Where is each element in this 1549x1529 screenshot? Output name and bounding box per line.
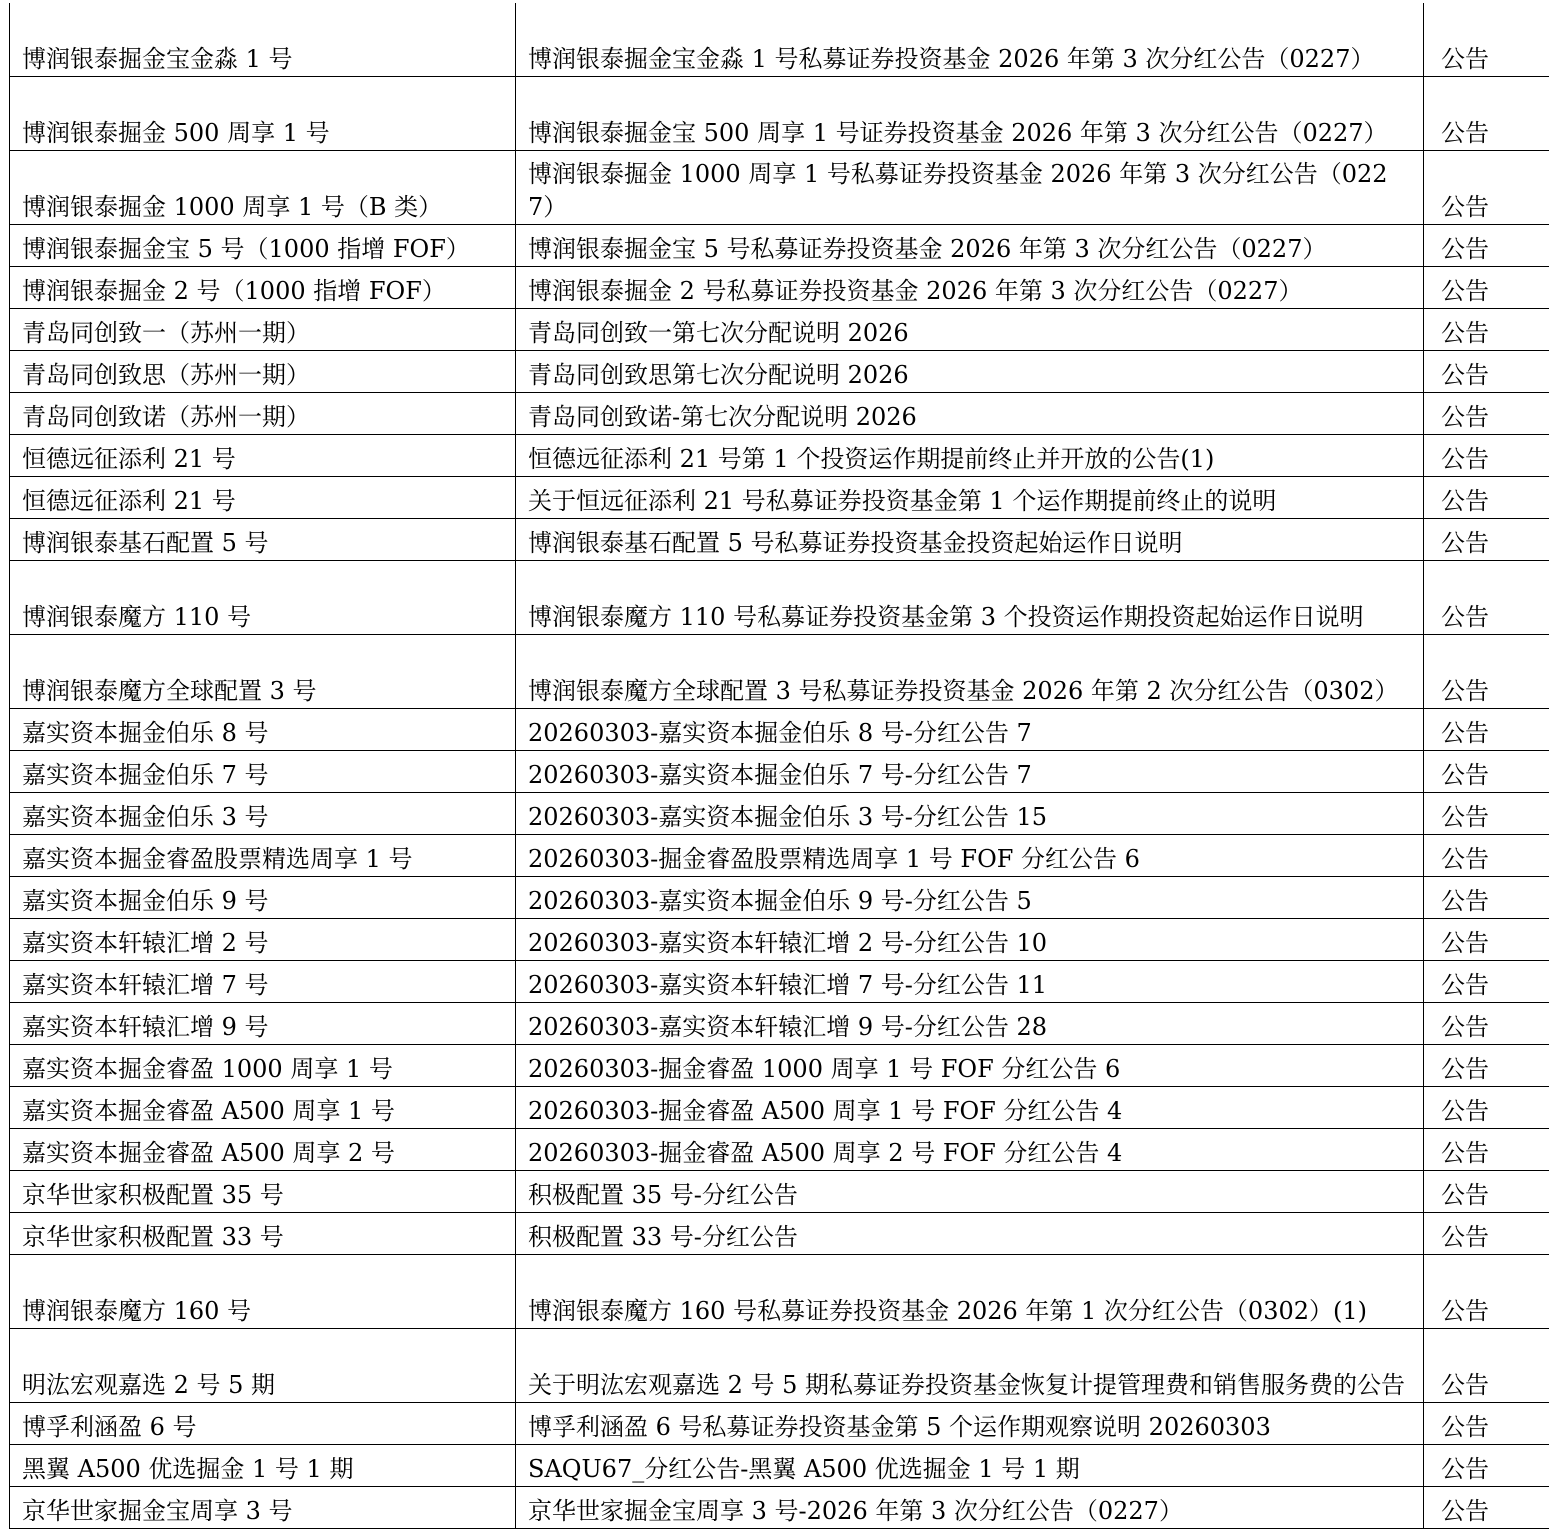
- announcement-title-cell: 20260303-嘉实资本轩辕汇增 9 号-分红公告 28: [516, 1003, 1424, 1045]
- document-type-cell: 公告: [1424, 519, 1549, 561]
- announcement-title-cell: 20260303-嘉实资本掘金伯乐 9 号-分红公告 5: [516, 877, 1424, 919]
- document-type-cell: 公告: [1424, 635, 1549, 709]
- table-row: [10, 835, 1549, 877]
- document-type-cell: 公告: [1424, 835, 1549, 877]
- document-type-cell: 公告: [1424, 77, 1549, 151]
- product-name-cell: 博润银泰掘金 500 周享 1 号: [10, 77, 516, 151]
- product-name-cell: 嘉实资本轩辕汇增 9 号: [10, 1003, 516, 1045]
- table-row: [10, 919, 1549, 961]
- product-name-cell: 嘉实资本掘金睿盈 A500 周享 1 号: [10, 1087, 516, 1129]
- document-type-cell: 公告: [1424, 1213, 1549, 1255]
- product-name-cell: 京华世家掘金宝周享 3 号: [10, 1487, 516, 1529]
- document-type-cell: 公告: [1424, 393, 1549, 435]
- document-type-cell: 公告: [1424, 435, 1549, 477]
- product-name-cell: 博润银泰基石配置 5 号: [10, 519, 516, 561]
- product-name-cell: 博润银泰魔方 110 号: [10, 561, 516, 635]
- document-type-cell: 公告: [1424, 477, 1549, 519]
- product-name-cell: 嘉实资本掘金睿盈 1000 周享 1 号: [10, 1045, 516, 1087]
- document-type-cell: 公告: [1424, 1255, 1549, 1329]
- table-row: [10, 351, 1549, 393]
- product-name-cell: 嘉实资本掘金睿盈股票精选周享 1 号: [10, 835, 516, 877]
- product-name-cell: 嘉实资本轩辕汇增 2 号: [10, 919, 516, 961]
- announcement-table: [9, 3, 1549, 1529]
- table-row: [10, 793, 1549, 835]
- document-type-cell: 公告: [1424, 309, 1549, 351]
- table-row: [10, 1045, 1549, 1087]
- document-type-cell: 公告: [1424, 1403, 1549, 1445]
- table-row: [10, 709, 1549, 751]
- product-name-cell: 博润银泰掘金 2 号（1000 指增 FOF）: [10, 267, 516, 309]
- table-row: [10, 1003, 1549, 1045]
- document-type-cell: 公告: [1424, 1487, 1549, 1529]
- announcement-title-cell: 20260303-掘金睿盈股票精选周享 1 号 FOF 分红公告 6: [516, 835, 1424, 877]
- table-row: [10, 151, 1549, 225]
- table-row: [10, 1403, 1549, 1445]
- announcement-title-cell: 20260303-嘉实资本掘金伯乐 7 号-分红公告 7: [516, 751, 1424, 793]
- table-row: [10, 961, 1549, 1003]
- product-name-cell: 黑翼 A500 优选掘金 1 号 1 期: [10, 1445, 516, 1487]
- announcement-title-cell: 恒德远征添利 21 号第 1 个投资运作期提前终止并开放的公告(1): [516, 435, 1424, 477]
- table-row: [10, 393, 1549, 435]
- announcement-title-cell: 博润银泰掘金宝金淼 1 号私募证券投资基金 2026 年第 3 次分红公告（0227）: [516, 3, 1424, 77]
- product-name-cell: 青岛同创致诺（苏州一期）: [10, 393, 516, 435]
- table-row: [10, 1445, 1549, 1487]
- table-row: [10, 1087, 1549, 1129]
- announcement-title-cell: 积极配置 33 号-分红公告: [516, 1213, 1424, 1255]
- document-type-cell: 公告: [1424, 919, 1549, 961]
- table-row: [10, 267, 1549, 309]
- announcement-title-cell: 京华世家掘金宝周享 3 号-2026 年第 3 次分红公告（0227）: [516, 1487, 1424, 1529]
- table-row: [10, 435, 1549, 477]
- table-row: [10, 1329, 1549, 1403]
- table-row: [10, 1487, 1549, 1529]
- table-row: [10, 635, 1549, 709]
- document-type-cell: 公告: [1424, 1045, 1549, 1087]
- document-type-cell: 公告: [1424, 3, 1549, 77]
- document-type-cell: 公告: [1424, 1329, 1549, 1403]
- table-row: [10, 519, 1549, 561]
- table-row: [10, 77, 1549, 151]
- product-name-cell: 博润银泰魔方全球配置 3 号: [10, 635, 516, 709]
- product-name-cell: 京华世家积极配置 35 号: [10, 1171, 516, 1213]
- announcement-title-cell: 20260303-掘金睿盈 1000 周享 1 号 FOF 分红公告 6: [516, 1045, 1424, 1087]
- product-name-cell: 嘉实资本掘金伯乐 3 号: [10, 793, 516, 835]
- announcement-title-cell: 积极配置 35 号-分红公告: [516, 1171, 1424, 1213]
- document-type-cell: 公告: [1424, 793, 1549, 835]
- product-name-cell: 恒德远征添利 21 号: [10, 477, 516, 519]
- announcement-title-cell: SAQU67_分红公告-黑翼 A500 优选掘金 1 号 1 期: [516, 1445, 1424, 1487]
- document-type-cell: 公告: [1424, 961, 1549, 1003]
- announcement-title-cell: 青岛同创致一第七次分配说明 2026: [516, 309, 1424, 351]
- table-row: [10, 561, 1549, 635]
- announcement-title-cell: 20260303-掘金睿盈 A500 周享 1 号 FOF 分红公告 4: [516, 1087, 1424, 1129]
- product-name-cell: 博孚利涵盈 6 号: [10, 1403, 516, 1445]
- document-type-cell: 公告: [1424, 1129, 1549, 1171]
- announcement-title-cell: 青岛同创致诺-第七次分配说明 2026: [516, 393, 1424, 435]
- table-row: [10, 1255, 1549, 1329]
- document-type-cell: 公告: [1424, 267, 1549, 309]
- product-name-cell: 嘉实资本掘金伯乐 7 号: [10, 751, 516, 793]
- product-name-cell: 嘉实资本掘金伯乐 9 号: [10, 877, 516, 919]
- product-name-cell: 嘉实资本掘金伯乐 8 号: [10, 709, 516, 751]
- product-name-cell: 博润银泰掘金宝 5 号（1000 指增 FOF）: [10, 225, 516, 267]
- document-type-cell: 公告: [1424, 351, 1549, 393]
- announcement-title-cell: 博润银泰魔方 160 号私募证券投资基金 2026 年第 1 次分红公告（0302）(1): [516, 1255, 1424, 1329]
- table-row: [10, 3, 1549, 77]
- table-row: [10, 1129, 1549, 1171]
- table-row: [10, 309, 1549, 351]
- announcement-title-cell: 博润银泰魔方全球配置 3 号私募证券投资基金 2026 年第 2 次分红公告（0302）: [516, 635, 1424, 709]
- table-row: [10, 477, 1549, 519]
- table-row: [10, 751, 1549, 793]
- document-type-cell: 公告: [1424, 1445, 1549, 1487]
- product-name-cell: 博润银泰掘金宝金淼 1 号: [10, 3, 516, 77]
- announcement-title-cell: 博润银泰掘金宝 500 周享 1 号证券投资基金 2026 年第 3 次分红公告（0227）: [516, 77, 1424, 151]
- product-name-cell: 京华世家积极配置 33 号: [10, 1213, 516, 1255]
- document-type-cell: 公告: [1424, 1087, 1549, 1129]
- announcement-title-cell: 博孚利涵盈 6 号私募证券投资基金第 5 个运作期观察说明 20260303: [516, 1403, 1424, 1445]
- product-name-cell: 恒德远征添利 21 号: [10, 435, 516, 477]
- announcement-title-cell: 20260303-嘉实资本轩辕汇增 2 号-分红公告 10: [516, 919, 1424, 961]
- table-body: [10, 3, 1549, 1529]
- product-name-cell: 博润银泰掘金 1000 周享 1 号（B 类）: [10, 151, 516, 225]
- product-name-cell: 青岛同创致一（苏州一期）: [10, 309, 516, 351]
- announcement-title-cell: 博润银泰掘金 1000 周享 1 号私募证券投资基金 2026 年第 3 次分红公告（0227）: [516, 151, 1424, 225]
- announcement-title-cell: 20260303-掘金睿盈 A500 周享 2 号 FOF 分红公告 4: [516, 1129, 1424, 1171]
- table-row: [10, 877, 1549, 919]
- announcement-title-cell: 关于明汯宏观嘉选 2 号 5 期私募证券投资基金恢复计提管理费和销售服务费的公告: [516, 1329, 1424, 1403]
- announcement-title-cell: 博润银泰掘金宝 5 号私募证券投资基金 2026 年第 3 次分红公告（0227）: [516, 225, 1424, 267]
- document-type-cell: 公告: [1424, 709, 1549, 751]
- announcement-title-cell: 青岛同创致思第七次分配说明 2026: [516, 351, 1424, 393]
- product-name-cell: 博润银泰魔方 160 号: [10, 1255, 516, 1329]
- announcement-title-cell: 博润银泰掘金 2 号私募证券投资基金 2026 年第 3 次分红公告（0227）: [516, 267, 1424, 309]
- announcement-title-cell: 博润银泰魔方 110 号私募证券投资基金第 3 个投资运作期投资起始运作日说明: [516, 561, 1424, 635]
- document-type-cell: 公告: [1424, 225, 1549, 267]
- document-type-cell: 公告: [1424, 751, 1549, 793]
- product-name-cell: 嘉实资本轩辕汇增 7 号: [10, 961, 516, 1003]
- announcement-title-cell: 20260303-嘉实资本掘金伯乐 3 号-分红公告 15: [516, 793, 1424, 835]
- announcement-title-cell: 博润银泰基石配置 5 号私募证券投资基金投资起始运作日说明: [516, 519, 1424, 561]
- document-type-cell: 公告: [1424, 561, 1549, 635]
- table-row: [10, 1213, 1549, 1255]
- document-type-cell: 公告: [1424, 1171, 1549, 1213]
- document-type-cell: 公告: [1424, 151, 1549, 225]
- announcement-title-cell: 20260303-嘉实资本轩辕汇增 7 号-分红公告 11: [516, 961, 1424, 1003]
- product-name-cell: 明汯宏观嘉选 2 号 5 期: [10, 1329, 516, 1403]
- document-type-cell: 公告: [1424, 877, 1549, 919]
- announcement-title-cell: 20260303-嘉实资本掘金伯乐 8 号-分红公告 7: [516, 709, 1424, 751]
- document-type-cell: 公告: [1424, 1003, 1549, 1045]
- product-name-cell: 嘉实资本掘金睿盈 A500 周享 2 号: [10, 1129, 516, 1171]
- product-name-cell: 青岛同创致思（苏州一期）: [10, 351, 516, 393]
- announcement-title-cell: 关于恒远征添利 21 号私募证券投资基金第 1 个运作期提前终止的说明: [516, 477, 1424, 519]
- table-row: [10, 1171, 1549, 1213]
- table-row: [10, 225, 1549, 267]
